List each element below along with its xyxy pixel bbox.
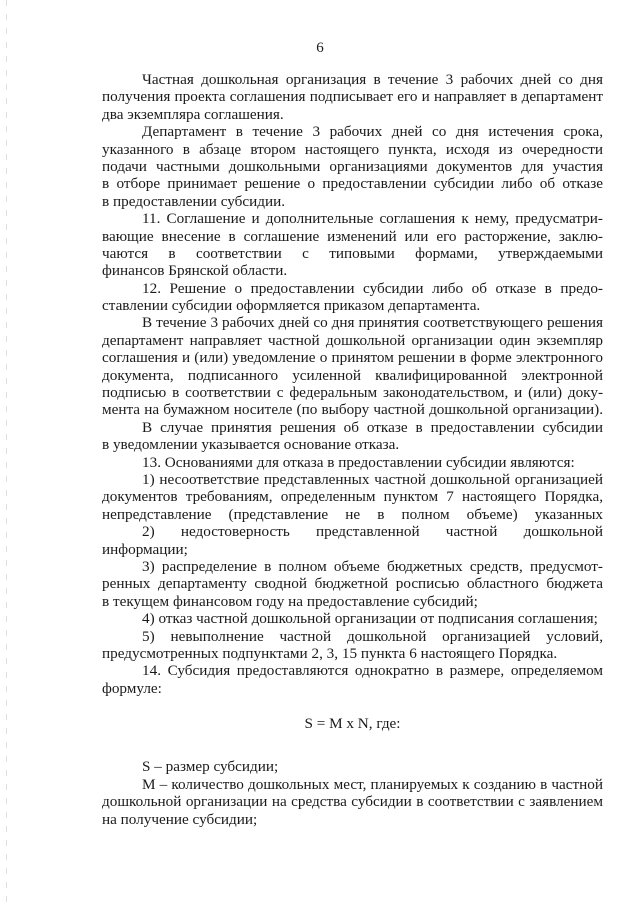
text-line: два экземпляра соглашения. xyxy=(102,105,284,123)
text-line: указанного в абзаце втором настоящего пункта, исходя из очередности xyxy=(102,140,603,158)
text-line: на получение субсидии; xyxy=(102,810,258,828)
text-line: чаются в соответствии с типовыми формами, утверждаемыми xyxy=(102,244,603,262)
text-line: ставлении субсидии оформляется приказом департамента. xyxy=(102,297,481,315)
text-line: В случае принятия решения об отказе в предоставлении субсидии xyxy=(142,418,603,436)
paragraph-block xyxy=(102,71,603,697)
text-line: формуле: xyxy=(102,679,162,697)
text-line: 2) недостоверность представленной частной дошкольной xyxy=(142,523,603,541)
text-line: вающие внесение в соглашение изменений или его расторжение, заклю- xyxy=(102,227,603,245)
text-line: S – размер субсидии; xyxy=(142,758,279,776)
text-line: документа, подписанного усиленной квалифицированной электронной xyxy=(102,366,603,384)
text-line: соглашения и (или) уведомление о принятом решении в форме электронного xyxy=(102,349,603,367)
text-line: Частная дошкольная организация в течение 3 рабочих дней со дня xyxy=(142,71,603,88)
text-line: 5) невыполнение частной дошкольной организацией условий, xyxy=(142,627,603,645)
text-line: М – количество дошкольных мест, планируемых к созданию в частной xyxy=(142,775,603,793)
text-line: Департамент в течение 3 рабочих дней со дня истечения срока, xyxy=(142,123,603,141)
text-line: 3) распределение в полном объеме бюджетных средств, предусмот- xyxy=(142,557,603,575)
text-line: в предоставлении субсидии. xyxy=(102,192,286,210)
text-line: подписью в соответствии с федеральным законодательством, и (или) доку- xyxy=(102,384,603,402)
text-line: непредставление (представление не в полном объеме) указанных xyxy=(102,505,603,523)
document-body xyxy=(102,71,603,828)
text-line: 14. Субсидия предоставляются однократно в размере, определяемом xyxy=(142,662,603,680)
text-line: департамент направляет частной дошкольной организации один экземпляр xyxy=(102,331,603,349)
formula: S = M x N, где: xyxy=(304,715,401,733)
scan-edge-artifact xyxy=(6,0,7,905)
text-line: 11. Соглашение и дополнительные соглашения к нему, предусматри- xyxy=(142,210,603,228)
text-line: 13. Основаниями для отказа в предоставлении субсидии являются: xyxy=(142,453,575,471)
text-line: мента на бумажном носителе (по выбору частной дошкольной организации). xyxy=(102,401,603,419)
paragraph-block-after-formula xyxy=(102,758,603,828)
text-line: финансов Брянской области. xyxy=(102,262,288,280)
text-line: В течение 3 рабочих дней со дня принятия соответствующего решения xyxy=(142,314,603,332)
text-line: 12. Решение о предоставлении субсидии либо об отказе в предо- xyxy=(142,279,603,297)
text-line: 1) несоответствие представленных частной дошкольной организацией xyxy=(142,470,603,488)
text-line: дошкольной организации на средства субсидии в соответствии с заявлением xyxy=(102,793,603,811)
text-line: подачи частными дошкольными организациями документов для участия xyxy=(102,157,603,175)
text-line: 4) отказ частной дошкольной организации от подписания соглашения; xyxy=(142,610,598,628)
text-line: предусмотренных подпунктами 2, 3, 15 пункта 6 настоящего Порядка. xyxy=(102,644,558,662)
text-line: получения проекта соглашения подписывает его и направляет в департамент xyxy=(102,88,603,106)
text-line: информации; xyxy=(102,540,188,558)
text-line: в текущем финансовом году на предоставление субсидий; xyxy=(102,592,478,610)
text-line: ренных департаменту сводной бюджетной росписью областного бюджета xyxy=(102,575,603,593)
text-line: в отборе принимает решение о предоставлении субсидии либо об отказе xyxy=(102,175,603,193)
page-number: 6 xyxy=(316,40,324,56)
text-line: в уведомлении указывается основание отказа. xyxy=(102,436,400,454)
text-line: документов требованиям, определенным пунктом 7 настоящего Порядка, xyxy=(102,488,603,506)
